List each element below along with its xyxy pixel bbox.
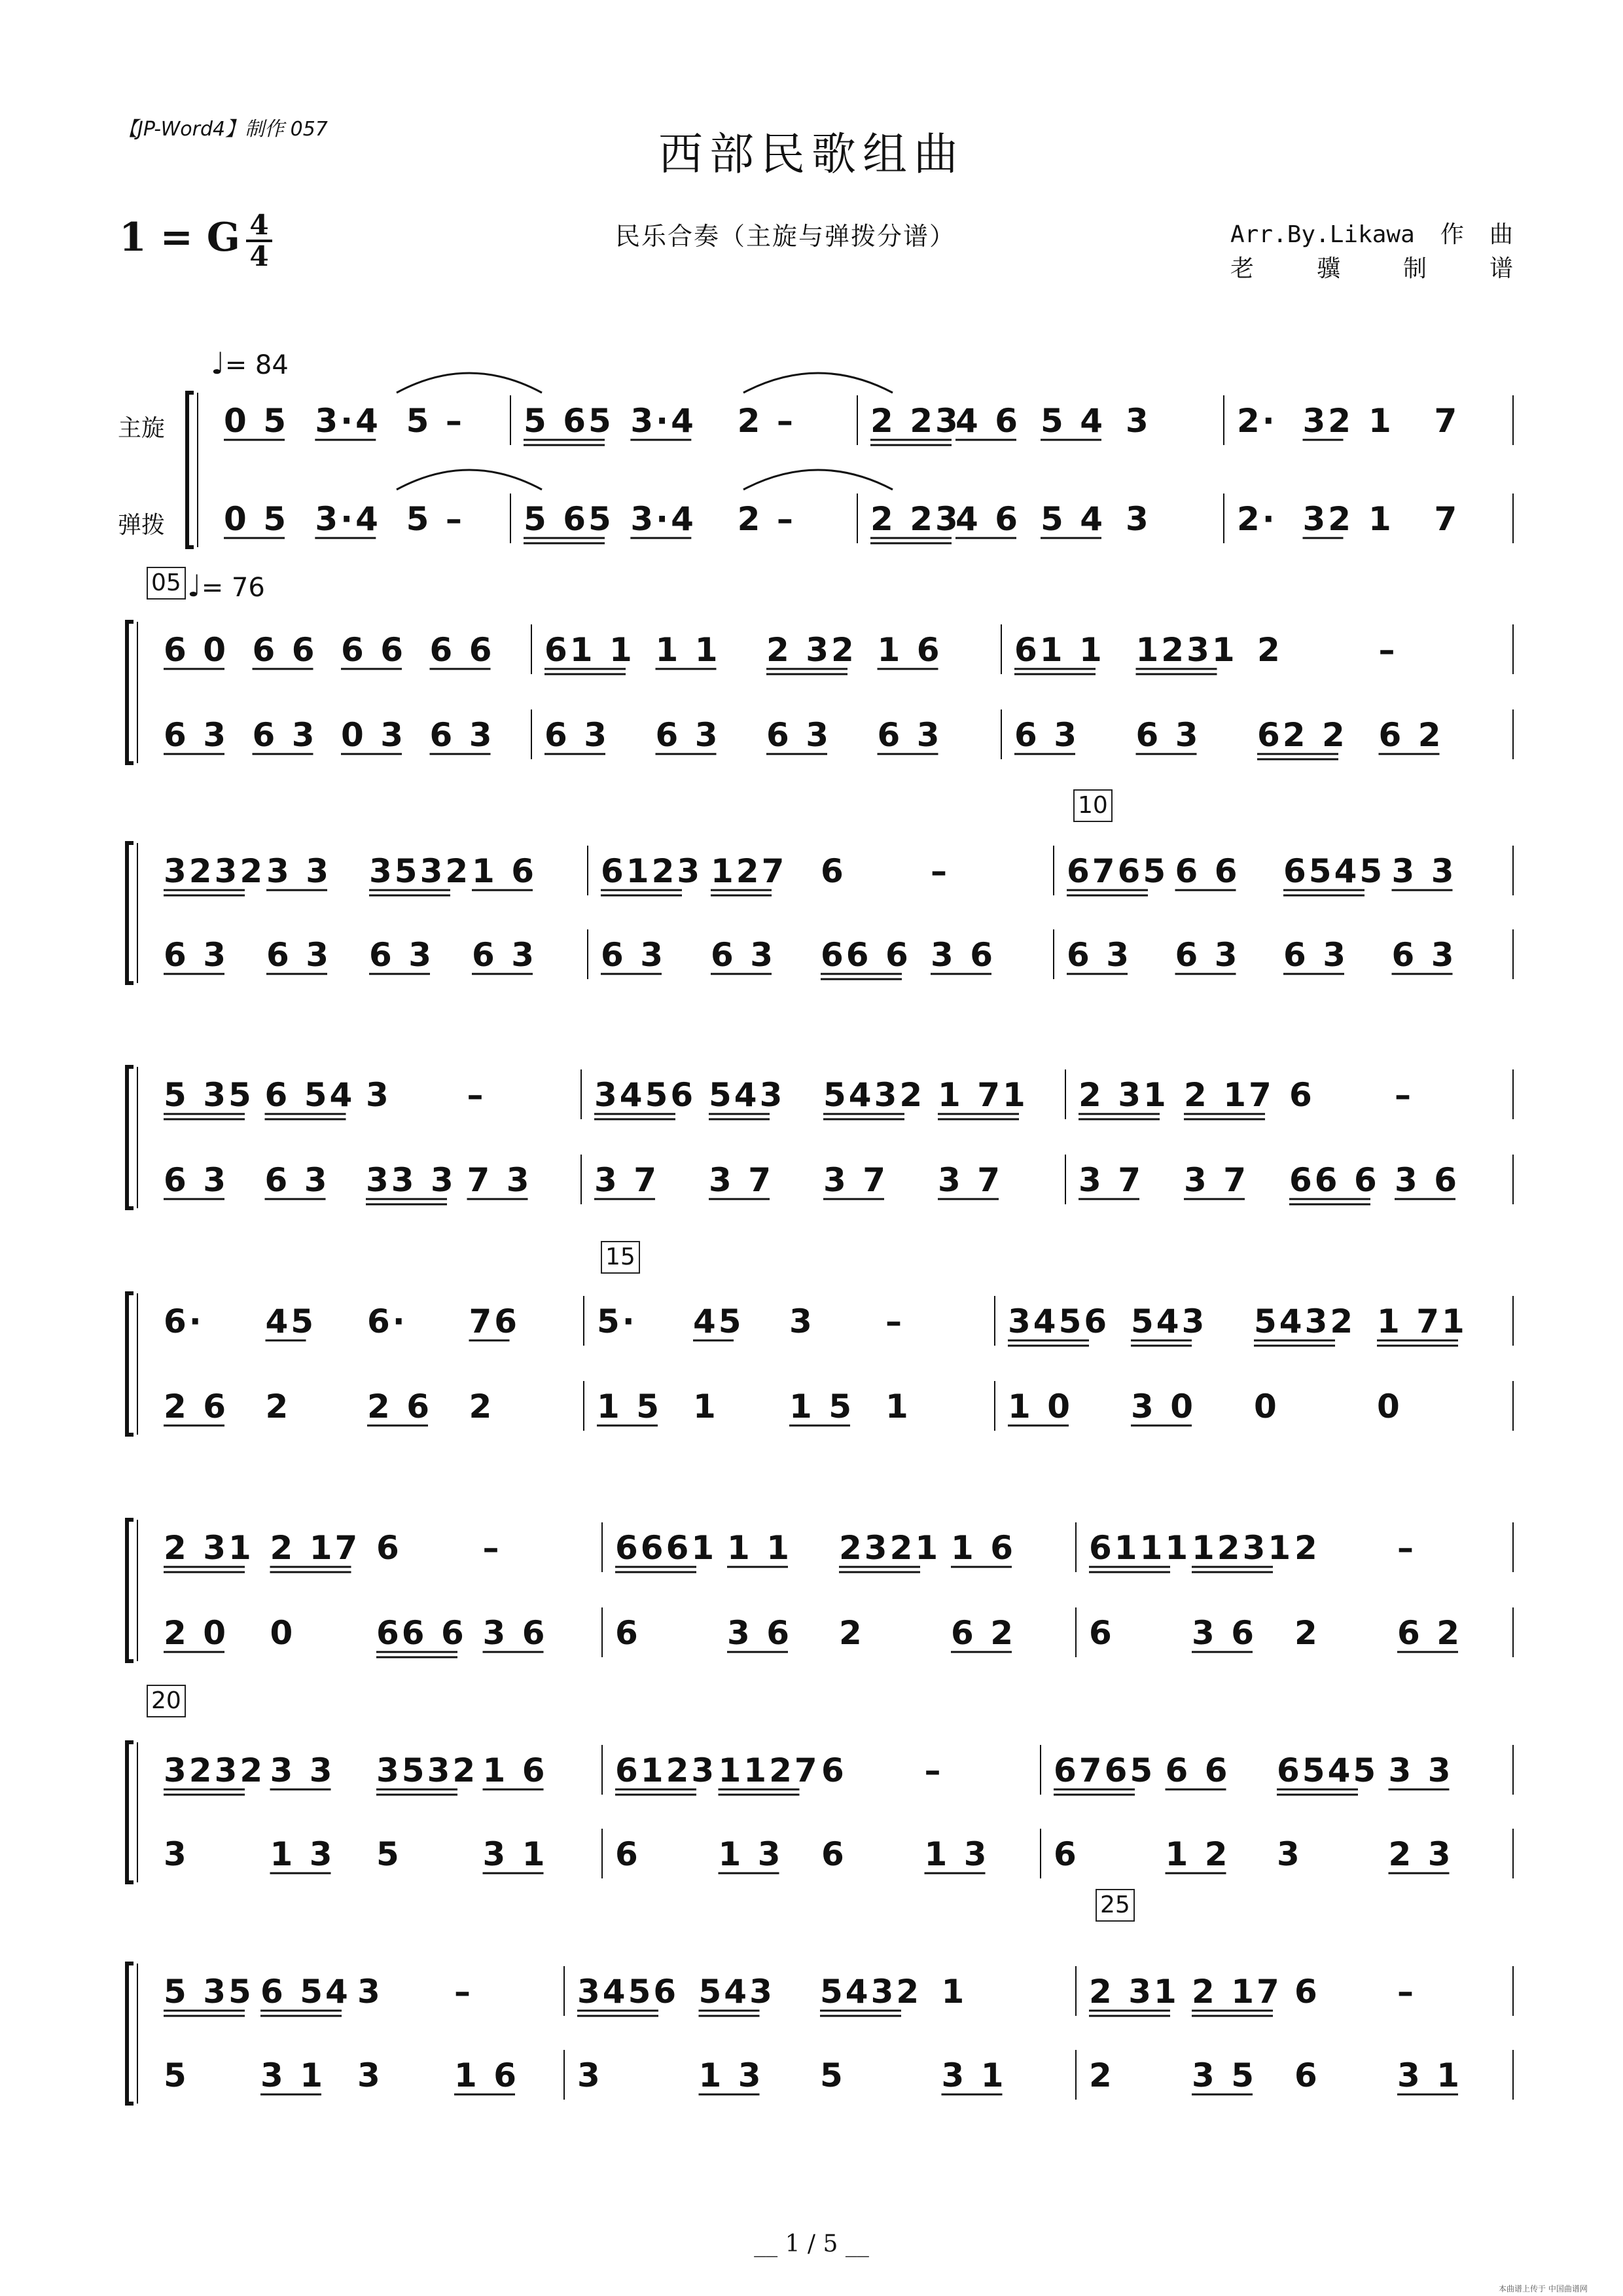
page-title: 西部民歌组曲 (658, 129, 965, 181)
note-group: 2 (1089, 2056, 1115, 2094)
note-group: 3·4 (630, 402, 696, 440)
watermark: 本曲谱上传于 中国曲谱网 (1499, 2284, 1588, 2293)
note-group: – (885, 1302, 904, 1340)
note-group: 6 (376, 1529, 402, 1567)
note-group: 6 3 (1135, 716, 1201, 754)
note-group: 3 7 (1184, 1161, 1249, 1199)
note-group: 1127 (718, 1751, 820, 1789)
note-group: – (454, 1973, 473, 2011)
note-group: 6 54 (260, 1973, 351, 2011)
note-group: 6 3 (164, 936, 228, 974)
note-group: 6 (821, 1835, 847, 1873)
note-group: 6 2 (1378, 716, 1444, 754)
note-group: 3 1 (482, 1835, 548, 1873)
note-group: 6 3 (544, 716, 609, 754)
page-footer: __ 1 / 5 __ (754, 2231, 869, 2257)
note-group: 5 35 (164, 1076, 254, 1114)
note-group: 2 (265, 1388, 291, 1426)
note-group: 3 7 (594, 1161, 659, 1199)
note-group: 0 3 (341, 716, 406, 754)
note-group: 1 5 (597, 1388, 662, 1426)
note-group: 6 (821, 852, 846, 890)
note-group: 6 3 (655, 716, 721, 754)
note-group: 61 1 (544, 631, 635, 669)
note-group: 6545 (1283, 852, 1385, 890)
note-group: 6 6 (429, 631, 495, 669)
header-tag: 【JP-Word4】制作 057 (118, 118, 328, 141)
engraver-char: 谱 (1489, 255, 1513, 282)
note-group: 3 (1126, 402, 1151, 440)
note-group: 3232 (164, 1751, 266, 1789)
subtitle: 民乐合奏（主旋与弹拨分谱） (615, 222, 956, 251)
note-group: 2 0 (164, 1614, 228, 1652)
note-group: 5 (820, 2056, 846, 2094)
note-group: 6 2 (951, 1614, 1016, 1652)
note-group: 4 6 (955, 402, 1020, 440)
note-group: 6111 (1089, 1529, 1191, 1567)
note-group: 2 17 (270, 1529, 361, 1567)
note-group: 2 6 (164, 1388, 228, 1426)
note-group: 5· (597, 1302, 637, 1340)
note-group: 127 (711, 852, 787, 890)
note-group: 1231 (1192, 1529, 1294, 1567)
note-group: 6 3 (766, 716, 831, 754)
slur-line (397, 470, 542, 490)
note-group: 45 (265, 1302, 317, 1340)
system-bracket (127, 1742, 134, 1882)
note-group: 2 6 (367, 1388, 432, 1426)
note-group: 1 1 (727, 1529, 792, 1567)
note-group: 1231 (1135, 631, 1238, 669)
note-group: 3 (357, 2056, 383, 2094)
note-group: 5 35 (164, 1973, 254, 2011)
note-group: 2· (1237, 402, 1277, 440)
note-group: 2 (1257, 631, 1283, 669)
note-group: 1 0 (1008, 1388, 1073, 1426)
note-group: 6 (821, 1751, 847, 1789)
note-group: 1 6 (877, 631, 942, 669)
note-group: 6 6 (1175, 852, 1240, 890)
note-group: 6· (164, 1302, 204, 1340)
quarter-note-icon: ♩ (187, 568, 202, 603)
note-group: 7 (1434, 402, 1460, 440)
note-group: 543 (698, 1973, 775, 2011)
engraver-char: 老 (1230, 255, 1255, 282)
note-group: 1 (1368, 500, 1394, 538)
note-group: 33 3 (366, 1161, 456, 1199)
note-group: 5 65 (524, 402, 614, 440)
note-group: 6123 (601, 852, 703, 890)
note-group: 66 6 (376, 1614, 467, 1652)
note-group: 3 7 (1079, 1161, 1143, 1199)
note-group: 6 3 (266, 936, 331, 974)
note-group: 3 (789, 1302, 815, 1340)
system-bracket (127, 1964, 134, 2104)
note-group: 3 (164, 1835, 189, 1873)
note-group: 4 6 (955, 500, 1020, 538)
note-group: 3 3 (1388, 1751, 1454, 1789)
note-group: 2 17 (1184, 1076, 1274, 1114)
score-systems (127, 373, 1513, 2104)
part-label-melody: 主旋 (118, 415, 166, 442)
note-group: 2 – (737, 402, 796, 440)
arranger-credit: Arr.By.Likawa作曲 (1230, 221, 1513, 248)
note-group: 0 (270, 1614, 296, 1652)
note-group: 2 32 (766, 631, 857, 669)
measure-number: 25 (1096, 1889, 1135, 1922)
note-group: 6 (615, 1835, 641, 1873)
slur-line (743, 470, 893, 490)
note-group: 3 (1277, 1835, 1302, 1873)
note-group: 3 (577, 2056, 603, 2094)
note-group: – (1395, 1076, 1414, 1114)
note-group: 3 (357, 1973, 383, 2011)
note-group: 5 65 (524, 500, 614, 538)
note-group: 6 6 (1165, 1751, 1230, 1789)
measure-number: 15 (601, 1241, 640, 1274)
note-group: 6 3 (601, 936, 666, 974)
note-group: 3532 (376, 1751, 478, 1789)
note-group: 6 3 (472, 936, 537, 974)
note-group: 1 3 (718, 1835, 783, 1873)
note-group: 6 3 (369, 936, 434, 974)
note-group: 0 5 (224, 402, 289, 440)
note-group: 3232 (164, 852, 266, 890)
note-group: 6· (367, 1302, 408, 1340)
note-group: 6 3 (164, 1161, 228, 1199)
note-group: 1 3 (698, 2056, 764, 2094)
note-group: 62 2 (1257, 716, 1347, 754)
note-group: 3532 (369, 852, 471, 890)
system-bracket (127, 1520, 134, 1661)
note-group: 5432 (820, 1973, 922, 2011)
note-group: 3 6 (1395, 1161, 1459, 1199)
note-group: 66 6 (821, 936, 911, 974)
note-group: 1 (1368, 402, 1394, 440)
note-group: 1 (885, 1388, 911, 1426)
system-bracket (187, 393, 194, 547)
slur-line (743, 373, 893, 393)
note-group: 6 (1294, 2056, 1320, 2094)
note-group: 3 1 (941, 2056, 1007, 2094)
note-group: 76 (469, 1302, 520, 1340)
note-group: 3456 (1008, 1302, 1110, 1340)
note-group: 1 6 (482, 1751, 548, 1789)
note-group: 6 3 (1067, 936, 1132, 974)
note-group: – (931, 852, 950, 890)
note-group: 6 (1089, 1614, 1115, 1652)
note-group: – (467, 1076, 486, 1114)
note-group: 7 (1434, 500, 1460, 538)
note-group: 3 1 (1397, 2056, 1462, 2094)
note-group: – (1378, 631, 1398, 669)
measure-number: 20 (147, 1685, 186, 1717)
note-group: 66 6 (1289, 1161, 1380, 1199)
system-bracket (127, 1293, 134, 1435)
note-group: 6 3 (164, 716, 228, 754)
note-group: 2 31 (164, 1529, 254, 1567)
engraver-char: 制 (1402, 255, 1427, 282)
note-group: 5 4 (1041, 402, 1105, 440)
note-group: 32 (1302, 402, 1354, 440)
note-group: 6 (1289, 1076, 1315, 1114)
note-group: 6 3 (252, 716, 317, 754)
note-group: 6 2 (1397, 1614, 1462, 1652)
note-group: 2 23 (870, 500, 961, 538)
time-signature-bottom: 4 (249, 240, 269, 272)
note-group: 3·4 (315, 402, 381, 440)
note-group: 3 1 (260, 2056, 325, 2094)
note-group: 0 (1254, 1388, 1279, 1426)
note-group: 5432 (823, 1076, 925, 1114)
note-group: 3·4 (315, 500, 381, 538)
note-group: 0 5 (224, 500, 289, 538)
note-group: 6 6 (341, 631, 406, 669)
note-group: – (924, 1751, 944, 1789)
note-group: 1 (693, 1388, 719, 1426)
note-group: 6 3 (1283, 936, 1348, 974)
note-group: 2 3 (1388, 1835, 1454, 1873)
note-group: 3 3 (1391, 852, 1457, 890)
note-group: 1 5 (789, 1388, 854, 1426)
note-group: 6 3 (1175, 936, 1240, 974)
note-group: 7 3 (467, 1161, 532, 1199)
tempo-value: = 84 (224, 350, 289, 380)
note-group: 6 3 (711, 936, 776, 974)
note-group: 2· (1237, 500, 1277, 538)
note-group: 45 (693, 1302, 744, 1340)
note-group: 2321 (839, 1529, 941, 1567)
note-group: 1 6 (454, 2056, 519, 2094)
note-group: 6765 (1054, 1751, 1156, 1789)
note-group: 32 (1302, 500, 1354, 538)
note-group: – (1397, 1529, 1416, 1567)
note-group: 2 31 (1089, 1973, 1179, 2011)
note-group: 5 – (406, 402, 465, 440)
note-group: 2 (839, 1614, 865, 1652)
note-group: 3 7 (938, 1161, 1003, 1199)
note-group: 3·4 (630, 500, 696, 538)
note-group: 1 3 (270, 1835, 335, 1873)
note-group: 5 – (406, 500, 465, 538)
measure-number: 10 (1073, 789, 1113, 822)
part-label-plucked: 弹拨 (118, 512, 166, 539)
tempo-value: = 76 (201, 573, 265, 603)
note-group: 1 2 (1165, 1835, 1230, 1873)
note-group: 3 6 (931, 936, 995, 974)
note-group: 3 3 (270, 1751, 335, 1789)
note-group: 2 31 (1079, 1076, 1169, 1114)
note-group: 1 3 (924, 1835, 990, 1873)
note-group: 3 (1126, 500, 1151, 538)
note-group: 1 (941, 1973, 967, 2011)
note-group: 6 3 (264, 1161, 330, 1199)
note-group: 6123 (615, 1751, 717, 1789)
note-group: 2 (1294, 1614, 1320, 1652)
note-group: 3456 (577, 1973, 679, 2011)
note-group: 3 6 (482, 1614, 548, 1652)
quarter-note-icon: ♩ (211, 346, 225, 381)
note-group: 3 (366, 1076, 391, 1114)
note-group: 3 7 (823, 1161, 888, 1199)
note-group: 6 3 (429, 716, 495, 754)
note-group: 2 – (737, 500, 796, 538)
note-group: 6 (1054, 1835, 1079, 1873)
system-bracket (127, 843, 134, 983)
note-group: 1 71 (938, 1076, 1028, 1114)
note-group: 1 71 (1377, 1302, 1467, 1340)
note-group: 6 6 (252, 631, 317, 669)
note-group: 6545 (1277, 1751, 1379, 1789)
note-group: 543 (1131, 1302, 1207, 1340)
note-group: 6 3 (1014, 716, 1079, 754)
note-group: 0 (1377, 1388, 1402, 1426)
note-group: 6661 (615, 1529, 717, 1567)
key-signature: 1 = G (119, 215, 241, 260)
time-signature-top: 4 (249, 209, 269, 241)
note-group: 3 0 (1131, 1388, 1196, 1426)
system-bracket (127, 1067, 134, 1208)
note-group: 6765 (1067, 852, 1169, 890)
note-group: 6 (1294, 1973, 1320, 2011)
note-group: – (482, 1529, 502, 1567)
note-group: 3 6 (1192, 1614, 1257, 1652)
note-group: 6 3 (877, 716, 942, 754)
note-group: 3 7 (709, 1161, 774, 1199)
note-group: 6 3 (1391, 936, 1457, 974)
note-group: 6 0 (164, 631, 228, 669)
note-group: – (1397, 1973, 1416, 2011)
note-group: 5 4 (1041, 500, 1105, 538)
slur-line (397, 373, 542, 393)
note-group: 2 17 (1192, 1973, 1282, 2011)
note-group: 3 6 (727, 1614, 792, 1652)
system-bracket (127, 622, 134, 763)
note-group: 1 6 (472, 852, 537, 890)
note-group: 6 (615, 1614, 641, 1652)
engraver-char: 骥 (1316, 255, 1340, 282)
note-group: 543 (709, 1076, 785, 1114)
note-group: 2 (1294, 1529, 1320, 1567)
note-group: 1 1 (655, 631, 721, 669)
note-group: 2 (469, 1388, 495, 1426)
note-group: 5 (164, 2056, 189, 2094)
note-group: 3456 (594, 1076, 696, 1114)
note-group: 1 6 (951, 1529, 1016, 1567)
note-group: 2 23 (870, 402, 961, 440)
note-group: 5432 (1254, 1302, 1356, 1340)
note-group: 3 3 (266, 852, 331, 890)
note-group: 6 54 (264, 1076, 355, 1114)
note-group: 3 5 (1192, 2056, 1257, 2094)
note-group: 5 (376, 1835, 402, 1873)
note-group: 61 1 (1014, 631, 1105, 669)
measure-number: 05 (147, 567, 186, 600)
